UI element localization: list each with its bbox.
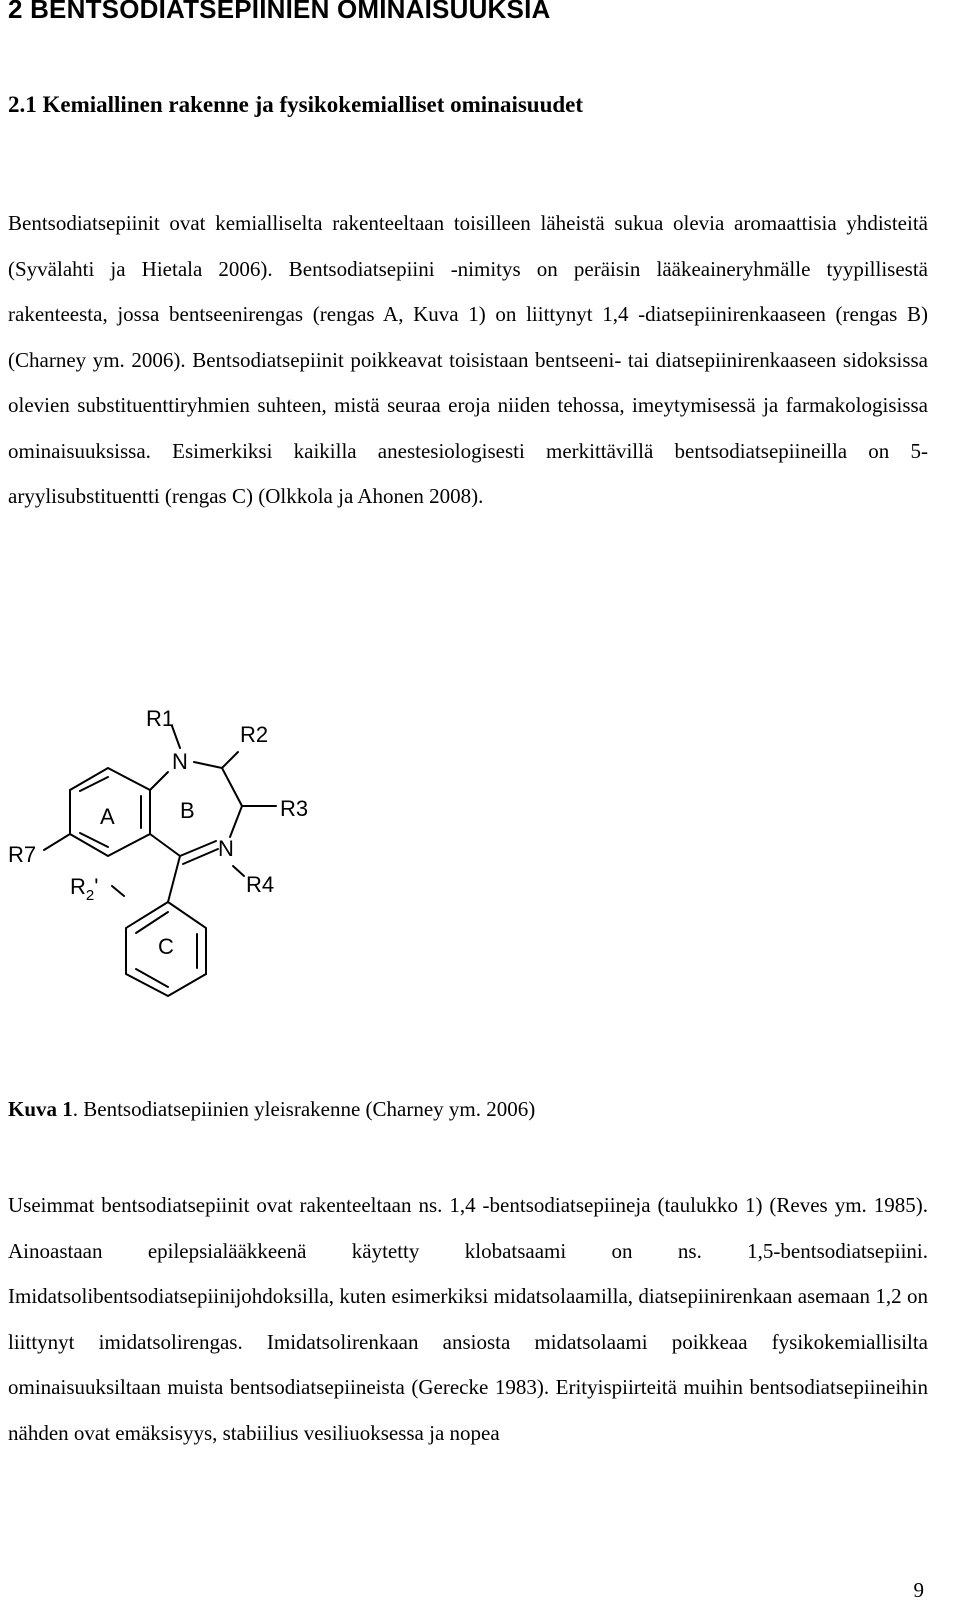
ring-c-inner-bond [136,969,168,987]
ring-c-inner-bond [136,912,168,933]
ring-a-inner-bond [80,777,108,791]
ring-b-double-bond [180,841,216,856]
figure-caption [8,1097,535,1122]
ring-a-inner-bond [80,833,108,847]
r4-bond [233,866,244,876]
label-ring-a: A [100,804,115,829]
ring-b-bond [222,768,242,806]
label-r2prime [70,874,98,904]
page-number: 9 [913,1578,924,1602]
ring-b-bond [150,772,168,790]
label-ring-c: C [158,934,174,959]
subsection-heading: 2.1 Kemiallinen rakenne ja fysikokemialliset ominaisuudet [8,92,584,117]
paragraph-intro: Bentsodiatsepiinit ovat kemialliselta rakenteeltaan toisilleen läheistä sukua olevia aromaattisia yhdisteitä (Syvälahti ja Hietala 2006). Bentsodiatsepiini -nimitys on peräisin lääkeaineryhmälle tyypillisestä rakenteesta, jossa bentseenirengas (rengas A, Kuva 1) on liittynyt 1,4 -diatsepiinirenkaaseen (rengas B) (Charney ym. 2006). Bentsodiatsepiinit poikkeavat toisistaan bentseeni- tai diatsepiinirenkaaseen sidoksissa olevien substituenttiryhmien suhteen, mistä seuraa eroja niiden tehossa, imeytymisessä ja farmakologisissa ominaisuuksissa. Esimerkiksi kaikilla anestesiologisesti merkittävillä bentsodiatsepiineilla on 5-aryylisubstituentti (rengas C) (Olkkola ja Ahonen 2008). [8,211,928,508]
label-r3: R3 [280,796,309,821]
label-ring-b: B [180,798,195,823]
ring-b-bond [150,834,180,856]
label-n4: N [218,836,234,861]
label-r4: R4 [246,872,275,897]
r2prime-bond [112,886,124,896]
ring-b-double-bond [183,849,218,864]
ring-b-bond [230,806,242,837]
paragraph-structure-types: Useimmat bentsodiatsepiinit ovat rakenteeltaan ns. 1,4 -bentsodiatsepiineja (taulukko 1) (Reves ym. 1985). Ainoastaan epilepsialääkkeenä käytetty klobatsaami on ns. 1,5-bentsodiatsepiini. Imidatsolibentsodiatsepiinijohdoksilla, kuten esimerkiksi midatsolaamilla, diatsepiinirenkaan asemaan 1,2 on liittynyt imidatsolirengas. Imidatsolirenkaan ansiosta midatsolaami poikkeaa fysikokemiallisilta ominaisuuksiltaan muista bentsodiatsepiineista (Gerecke 1983). Erityispiirteitä muihin bentsodiatsepiineihin nähden ovat emäksisyys, stabiilius vesiliuoksessa ja nopea [8,1193,928,1445]
section-heading: 2 BENTSODIATSEPIINIEN OMINAISUUKSIA [8,0,551,24]
r7-bond [44,834,70,850]
label-r7: R7 [8,842,37,867]
figure-caption-text: . Bentsodiatsepiinien yleisrakenne (Charney ym. 2006) [72,1097,536,1121]
label-r2prime-base: R [70,874,86,899]
label-r1: R1 [146,706,175,731]
r2-bond [222,752,238,768]
figure-caption-label: Kuva 1 [8,1097,73,1121]
benzodiazepine-structure-figure [0,690,400,1020]
ring-b-bond [194,762,222,768]
label-r2prime-mark: ' [94,874,99,899]
label-r2prime-sub: 2 [85,887,95,904]
ring-c-link-bond [168,856,180,902]
label-r2: R2 [240,722,269,747]
label-n1: N [172,749,188,774]
